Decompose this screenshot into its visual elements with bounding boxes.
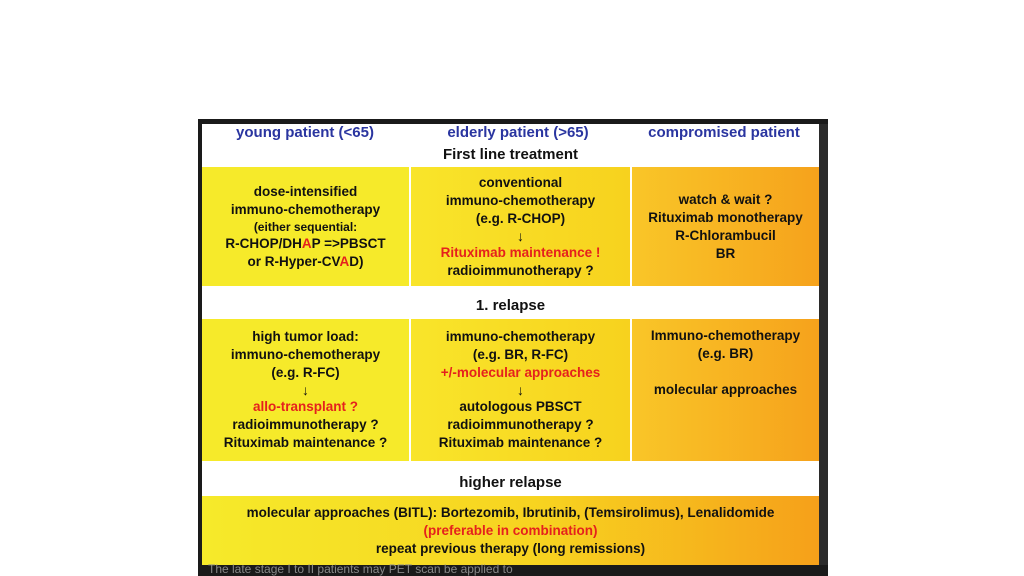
first-line-compromised-cell [632, 167, 819, 286]
cell-line: radioimmunotherapy ? [447, 417, 594, 432]
cell-line: (preferable in combination) [423, 522, 598, 538]
highlight-text: A [301, 235, 312, 251]
cell-line: conventional [478, 174, 563, 190]
down-arrow-icon: ↓ [517, 227, 524, 244]
highlight-text: A [339, 253, 350, 269]
text-part: or R-Hyper-CV [247, 253, 340, 269]
cell-line [225, 235, 385, 253]
cell-line: Rituximab maintenance ! [440, 244, 601, 260]
down-arrow-icon: ↓ [517, 382, 524, 398]
cell-line: Rituximab maintenance ? [223, 435, 388, 450]
overflow-caption-text: The late stage I to II patients may PET scan be applied to [208, 562, 513, 576]
cell-line: radioimmunotherapy ? [232, 417, 379, 432]
cell-line: molecular approaches [653, 382, 798, 397]
cell-line: R-Chlorambucil [675, 227, 776, 243]
cell-line: radioimmunotherapy ? [447, 262, 594, 278]
cell-line: immuno-chemotherapy [445, 192, 596, 208]
cell-line: (e.g. R-FC) [271, 365, 340, 380]
cell-line: dose-intensified [253, 183, 358, 199]
cell-line: Rituximab maintenance ? [438, 435, 603, 450]
relapse-compromised-cell [632, 319, 819, 461]
relapse-young-cell [202, 319, 409, 461]
text-part: P =>PBSCT [311, 235, 386, 251]
cell-line: (e.g. R-CHOP) [475, 210, 566, 226]
first-line-young-cell [202, 167, 409, 286]
section-relapse-title: 1. relapse [475, 297, 546, 314]
cell-line: Immuno-chemotherapy [650, 328, 801, 343]
down-arrow-icon: ↓ [302, 382, 309, 398]
cell-line: immuno-chemotherapy [230, 201, 381, 217]
cell-line: Rituximab monotherapy [648, 209, 803, 225]
text-part: D) [349, 253, 364, 269]
cell-line: (either sequential: [253, 219, 358, 234]
cell-line: (e.g. BR) [697, 346, 754, 361]
cell-line: watch & wait ? [678, 191, 773, 207]
cell-line: immuno-chemotherapy [445, 329, 596, 344]
column-header-young: young patient (<65) [236, 124, 374, 141]
cell-line: molecular approaches (BITL): Bortezomib, Ibrutinib, (Temsirolimus), Lenalidomide [246, 504, 775, 520]
cell-line: high tumor load: [252, 329, 359, 344]
cell-line: repeat previous therapy (long remissions) [375, 540, 646, 556]
higher-relapse-cell [202, 496, 819, 565]
cell-line: immuno-chemotherapy [230, 347, 381, 362]
relapse-elderly-cell [411, 319, 630, 461]
cell-line: +/-molecular approaches [440, 365, 601, 380]
cell-line: BR [715, 245, 736, 261]
section-first-line-title: First line treatment [442, 146, 579, 163]
section-higher-relapse-title: higher relapse [459, 474, 562, 491]
cell-line [247, 253, 363, 271]
right-border [819, 124, 828, 565]
text-part: R-CHOP/DH [225, 235, 302, 251]
cell-line: (e.g. BR, R-FC) [472, 347, 569, 362]
column-header-elderly: elderly patient (>65) [447, 124, 589, 141]
column-header-compromised: compromised patient [648, 124, 800, 141]
cell-line: autologous PBSCT [459, 399, 582, 414]
cell-line: allo-transplant ? [252, 399, 358, 414]
first-line-elderly-cell [411, 167, 630, 286]
